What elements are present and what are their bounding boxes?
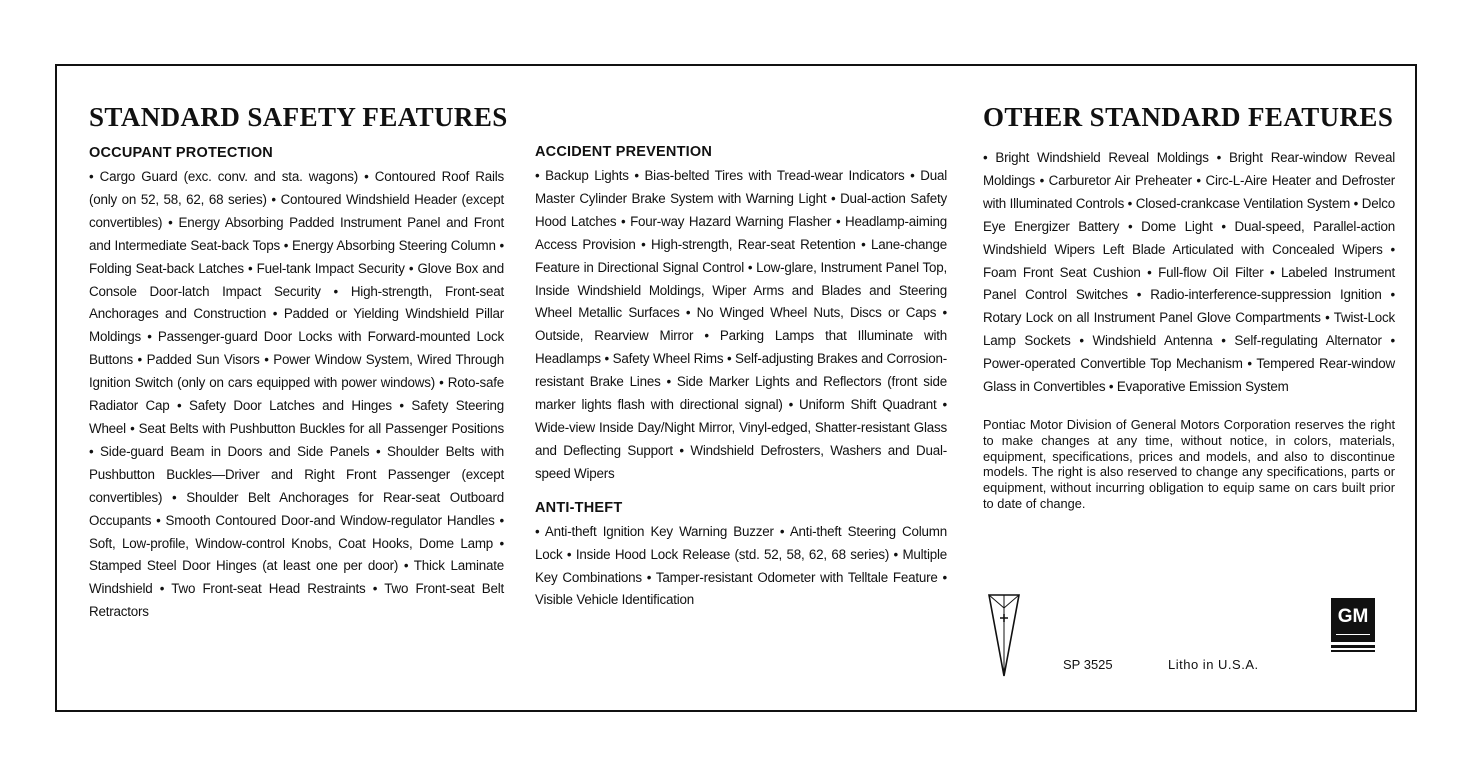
occupant-heading: OCCUPANT PROTECTION (89, 145, 273, 161)
gm-mark (1331, 598, 1375, 642)
prevention-column (535, 144, 947, 612)
gm-rule (1331, 645, 1375, 648)
disclaimer-text: Pontiac Motor Division of General Motors Corporation reserves the right to make changes at any time, without notice, in colors, materials, equipment, specifications, prices and models, and also to discontinue models. The right is also reserved to change any specifications, parts or equipment, without incurring obligation to equip same on cars built prior to date of change. (983, 416, 1395, 511)
other-column (983, 66, 1395, 512)
safety-title: STANDARD SAFETY FEATURES (89, 102, 508, 132)
document-code: SP 3525 (1063, 657, 1113, 672)
gm-rule-thin (1331, 650, 1375, 652)
other-title: OTHER STANDARD FEATURES (983, 102, 1394, 132)
accident-heading: ACCIDENT PREVENTION (535, 144, 713, 160)
gm-text: GM (1337, 606, 1369, 627)
safety-column (89, 66, 508, 624)
antitheft-text: • Anti-theft Ignition Key Warning Buzzer • Anti-theft Steering Column Lock • Inside Hood Lock Release (std. 52, 58, 62, 68 series) • Multiple Key Combinations • Tamper-resistant Odometer with Telltale Feature • Visible Vehicle Identification (535, 523, 947, 608)
features-panel (55, 64, 1417, 712)
accident-text: • Backup Lights • Bias-belted Tires with Tread-wear Indicators • Dual Master Cylinder Brake System with Warning Light • Dual-action Safety Hood Latches • Four-way Hazard Warning Flasher • Headlamp-aiming Access Provision • High-strength, Rear-seat Retention • Lane-change Feature in Directional Signal Control • Low-glare, Instrument Panel Top, Inside Windshield Moldings, Wiper Arms and Blades and Steering Wheel Metallic Surfaces • No Winged Wheel Nuts, Discs or Caps • Outside, Rearview Mirror • Parking Lamps that Illuminate with Headlamps • Safety Wheel Rims • Self-adjusting Brakes and Corrosion-resistant Brake Lines • Side Marker Lights and Reflectors (front side marker lights flash with directional signal) • Uniform Shift Quadrant • Wide-view Inside Day/Night Mirror, Vinyl-edged, Shatter-resistant Glass and Deflecting Support • Windshield Defrosters, Washers and Dual-speed Wipers (535, 168, 947, 481)
pontiac-arrowhead-icon (987, 592, 1021, 678)
footer (983, 592, 1395, 682)
gm-logo (1331, 598, 1381, 680)
other-text: • Bright Windshield Reveal Moldings • Bright Rear-window Reveal Moldings • Carburetor Air Preheater • Circ-L-Aire Heater and Defroster with Illuminated Controls • Closed-crankcase Ventilation System • Delco Eye Energizer Battery • Dome Light • Dual-speed, Parallel-action Windshield Wipers Left Blade Articulated with Concealed Wipers • Foam Front Seat Cushion • Full-flow Oil Filter • Labeled Instrument Panel Control Switches • Radio-interference-suppression Ignition • Rotary Lock on all Instrument Panel Glove Compartments • Twist-Lock Lamp Sockets • Windshield Antenna • Self-regulating Alternator • Power-operated Convertible Top Mechanism • Tempered Rear-window Glass in Convertibles • Evaporative Emission System (983, 150, 1395, 395)
antitheft-heading: ANTI-THEFT (535, 499, 623, 516)
occupant-text: • Cargo Guard (exc. conv. and sta. wagons) • Contoured Roof Rails (only on 52, 58, 62, 68 series) • Contoured Windshield Header (except convertibles) • Energy Absorbing Padded Instrument Panel and Front and Intermediate Seat-back Tops • Energy Absorbing Steering Column • Folding Seat-back Latches • Fuel-tank Impact Security • Glove Box and Console Door-latch Impact Security • High-strength, Front-seat Anchorages and Construction • Padded or Yielding Windshield Pillar Moldings • Passenger-guard Door Locks with Forward-mounted Lock Buttons • Padded Sun Visors • Power Window System, Wired Through Ignition Switch (only on cars equipped with power windows) • Roto-safe Radiator Cap • Safety Door Latches and Hinges • Safety Steering Wheel • Seat Belts with Pushbutton Buckles for all Passenger Positions • Side-guard Beam in Doors and Side Panels • Shoulder Belts with Pushbutton Buckles—Driver and Right Front Passenger (except convertibles) • Shoulder Belt Anchorages for Rear-seat Outboard Occupants • Smooth Contoured Door-and Window-regulator Handles • Soft, Low-profile, Window-control Knobs, Coat Hooks, Dome Lamp • Stamped Steel Door Hinges (at least one per door) • Thick Laminate Windshield • Two Front-seat Head Restraints • Two Front-seat Belt Retractors (89, 169, 504, 620)
litho-text: Litho in U.S.A. (1168, 657, 1259, 672)
